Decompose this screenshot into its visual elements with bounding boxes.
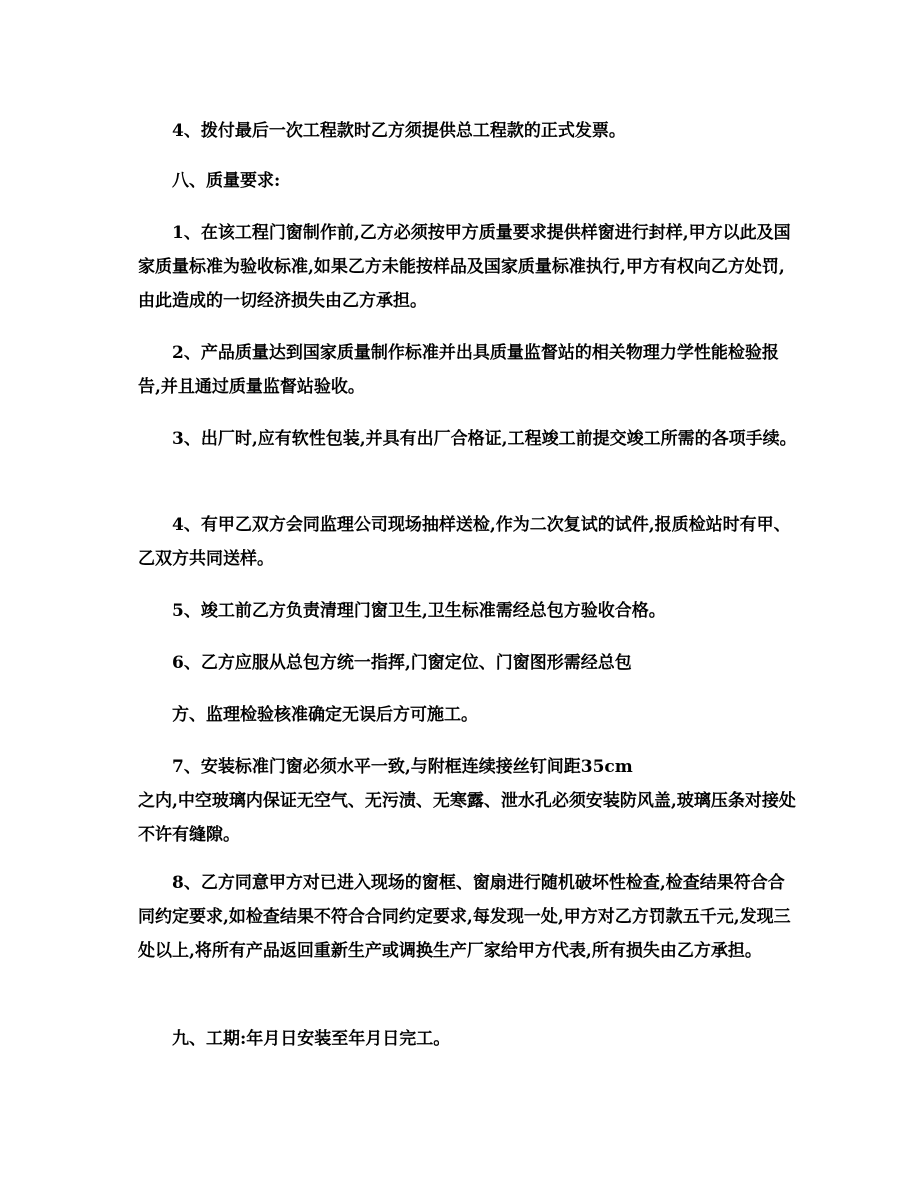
paragraph-quality-8: 8、乙方同意甲方对已进入现场的窗框、窗扇进行随机破坏性检查,检查结果符合合同约定要求,如检查结果不符合合同约定要求,每发现一处,甲方对乙方罚款五千元,发现三处以上,将所有产品返回重新生产或调换生产厂家给甲方代表,所有损失由乙方承担。 [138,873,791,961]
paragraph-quality-6: 6、乙方应服从总包方统一指挥,门窗定位、门窗图形需经总包 [172,653,632,673]
paragraph-quality-1: 1、在该工程门窗制作前,乙方必须按甲方质量要求提供样窗进行封样,甲方以此及国家质量标准为验收标准,如果乙方未能按样品及国家质量标准执行,甲方有权向乙方处罚,由此造成的一切经济损失由乙方承担。 [138,223,791,311]
section-heading-quality: 八、质量要求: [172,171,281,191]
paragraph-quality-7-continued: 之内,中空玻璃内保证无空气、无污渍、无寒露、泄水孔必须安装防风盖,玻璃压条对接处不许有缝隙。 [138,791,796,845]
paragraph-quality-6-continued: 方、监理检验核准确定无误后方可施工。 [172,705,478,725]
paragraph-quality-7: 7、安装标准门窗必须水平一致,与附框连续接丝钉间距35cm [172,757,633,777]
section-heading-schedule: 九、工期:年月日安装至年月日完工。 [172,1029,451,1049]
paragraph-quality-5: 5、竣工前乙方负责清理门窗卫生,卫生标准需经总包方验收合格。 [172,601,666,621]
paragraph-quality-3: 3、出厂时,应有软性包装,并具有出厂合格证,工程竣工前提交竣工所需的各项手续。 [172,429,797,449]
paragraph-quality-4: 4、有甲乙双方会同监理公司现场抽样送检,作为二次复试的试件,报质检站时有甲、乙双方共同送样。 [138,515,791,569]
paragraph-quality-2: 2、产品质量达到国家质量制作标准并出具质量监督站的相关物理力学性能检验报告,并且通过质量监督站验收。 [138,343,779,397]
paragraph-payment-invoice: 4、拨付最后一次工程款时乙方须提供总工程款的正式发票。 [172,121,626,141]
